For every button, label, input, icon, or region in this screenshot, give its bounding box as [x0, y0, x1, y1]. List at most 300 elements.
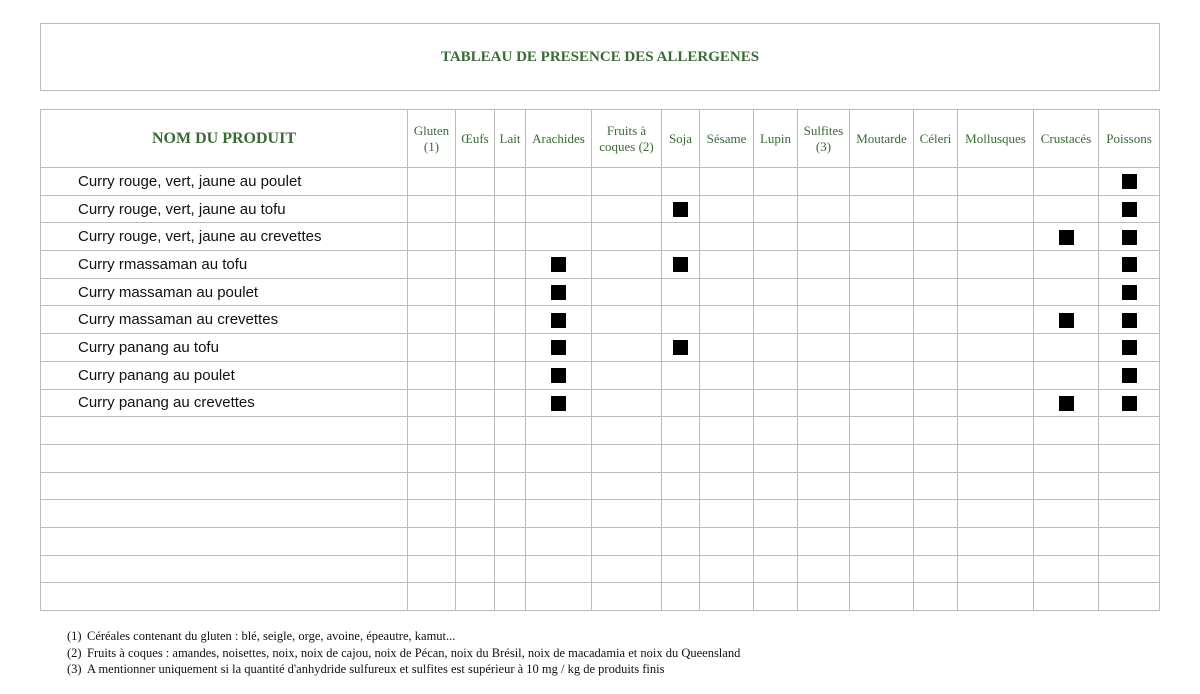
allergen-cell — [662, 195, 700, 223]
allergen-cell — [592, 417, 662, 445]
allergen-cell — [958, 417, 1034, 445]
product-header: NOM DU PRODUIT — [41, 110, 408, 168]
table-row — [41, 251, 1160, 279]
header-row — [41, 110, 1160, 168]
presence-mark — [551, 340, 566, 355]
table-row — [41, 555, 1160, 583]
product-name: Curry massaman au crevettes — [41, 306, 408, 334]
allergen-cell — [958, 306, 1034, 334]
allergen-cell — [798, 334, 850, 362]
presence-mark — [1122, 257, 1137, 272]
allergen-cell — [495, 195, 526, 223]
allergen-cell — [592, 195, 662, 223]
allergen-header: Lupin — [754, 110, 798, 168]
allergen-cell — [408, 417, 456, 445]
allergen-header: Œufs — [456, 110, 495, 168]
allergen-cell — [408, 223, 456, 251]
allergen-cell — [914, 168, 958, 196]
allergen-cell — [408, 583, 456, 611]
presence-mark — [1122, 174, 1137, 189]
allergen-cell — [1034, 334, 1099, 362]
allergen-cell — [798, 168, 850, 196]
allergen-cell — [700, 583, 754, 611]
allergen-cell — [850, 417, 914, 445]
footnote-number: (3) — [67, 662, 82, 676]
footnote-number: (2) — [67, 645, 82, 660]
allergen-cell — [850, 555, 914, 583]
allergen-cell — [526, 278, 592, 306]
allergen-cell — [958, 527, 1034, 555]
allergen-cell — [1034, 500, 1099, 528]
allergen-cell — [798, 278, 850, 306]
allergen-cell — [1034, 195, 1099, 223]
allergen-header: Gluten (1) — [408, 110, 456, 168]
allergen-cell — [958, 334, 1034, 362]
allergen-cell — [754, 334, 798, 362]
allergen-cell — [798, 223, 850, 251]
allergen-cell — [700, 168, 754, 196]
allergen-cell — [798, 251, 850, 279]
allergen-cell — [592, 444, 662, 472]
allergen-cell — [700, 361, 754, 389]
allergen-cell — [408, 500, 456, 528]
allergen-cell — [495, 500, 526, 528]
allergen-cell — [850, 251, 914, 279]
allergen-cell — [754, 223, 798, 251]
allergen-cell — [526, 251, 592, 279]
allergen-cell — [1034, 583, 1099, 611]
table-row — [41, 361, 1160, 389]
allergen-cell — [1099, 278, 1160, 306]
allergen-cell — [1034, 306, 1099, 334]
allergen-cell — [798, 195, 850, 223]
allergen-cell — [1034, 444, 1099, 472]
allergen-cell — [754, 306, 798, 334]
product-name — [41, 444, 408, 472]
allergen-cell — [914, 472, 958, 500]
allergen-cell — [850, 527, 914, 555]
allergen-cell — [1099, 472, 1160, 500]
presence-mark — [1122, 340, 1137, 355]
product-name: Curry rouge, vert, jaune au tofu — [41, 195, 408, 223]
allergen-cell — [526, 306, 592, 334]
allergen-cell — [408, 195, 456, 223]
table-row — [41, 527, 1160, 555]
table-row — [41, 500, 1160, 528]
allergen-cell — [456, 583, 495, 611]
allergen-cell — [456, 500, 495, 528]
allergen-cell — [662, 500, 700, 528]
footnote — [67, 645, 740, 662]
allergen-cell — [754, 361, 798, 389]
allergen-cell — [1034, 389, 1099, 417]
allergen-cell — [408, 472, 456, 500]
allergen-cell — [914, 583, 958, 611]
allergen-cell — [592, 223, 662, 251]
allergen-cell — [495, 555, 526, 583]
allergen-cell — [408, 361, 456, 389]
allergen-cell — [850, 223, 914, 251]
allergen-cell — [914, 223, 958, 251]
allergen-header: Sésame — [700, 110, 754, 168]
allergen-cell — [700, 417, 754, 445]
allergen-cell — [1034, 168, 1099, 196]
product-name — [41, 527, 408, 555]
allergen-cell — [662, 472, 700, 500]
product-name: Curry rmassaman au tofu — [41, 251, 408, 279]
allergen-cell — [662, 306, 700, 334]
presence-mark — [1059, 313, 1074, 328]
allergen-cell — [408, 306, 456, 334]
presence-mark — [1122, 285, 1137, 300]
allergen-cell — [662, 223, 700, 251]
allergen-cell — [662, 334, 700, 362]
allergen-cell — [495, 389, 526, 417]
product-name — [41, 583, 408, 611]
allergen-cell — [850, 278, 914, 306]
allergen-cell — [754, 500, 798, 528]
allergen-cell — [592, 500, 662, 528]
allergen-cell — [958, 278, 1034, 306]
product-name — [41, 500, 408, 528]
allergen-cell — [850, 583, 914, 611]
allergen-cell — [754, 278, 798, 306]
allergen-cell — [1099, 223, 1160, 251]
allergen-cell — [495, 334, 526, 362]
allergen-cell — [526, 389, 592, 417]
allergen-cell — [662, 168, 700, 196]
allergen-cell — [526, 417, 592, 445]
allergen-cell — [914, 195, 958, 223]
allergen-cell — [958, 583, 1034, 611]
allergen-cell — [1099, 583, 1160, 611]
allergen-cell — [958, 195, 1034, 223]
allergen-cell — [914, 555, 958, 583]
allergen-cell — [700, 500, 754, 528]
table-row — [41, 168, 1160, 196]
allergen-header: Crustacés — [1034, 110, 1099, 168]
allergen-cell — [1034, 278, 1099, 306]
allergen-cell — [914, 278, 958, 306]
allergen-cell — [798, 306, 850, 334]
allergen-cell — [850, 361, 914, 389]
allergen-cell — [662, 417, 700, 445]
allergen-cell — [456, 389, 495, 417]
allergen-cell — [408, 168, 456, 196]
allergen-cell — [958, 444, 1034, 472]
presence-mark — [1122, 230, 1137, 245]
allergen-cell — [958, 251, 1034, 279]
allergen-cell — [526, 444, 592, 472]
allergen-cell — [754, 195, 798, 223]
allergen-cell — [798, 417, 850, 445]
allergen-cell — [456, 251, 495, 279]
allergen-cell — [408, 527, 456, 555]
allergen-cell — [662, 361, 700, 389]
allergen-cell — [958, 223, 1034, 251]
footnote-text: Fruits à coques : amandes, noisettes, noix, noix de cajou, noix de Pécan, noix du Brésil, noix de macadamia et noix du Queensland — [87, 645, 741, 660]
allergen-cell — [592, 278, 662, 306]
allergen-header: Sulfites (3) — [798, 110, 850, 168]
allergen-cell — [798, 444, 850, 472]
allergen-cell — [456, 555, 495, 583]
allergen-cell — [754, 583, 798, 611]
table-row — [41, 444, 1160, 472]
allergen-cell — [662, 251, 700, 279]
allergen-cell — [798, 555, 850, 583]
allergen-cell — [914, 417, 958, 445]
allergen-cell — [408, 334, 456, 362]
allergen-cell — [526, 195, 592, 223]
allergen-cell — [456, 223, 495, 251]
allergen-header: Soja — [662, 110, 700, 168]
allergen-cell — [662, 583, 700, 611]
footnote — [67, 628, 740, 645]
allergen-cell — [456, 195, 495, 223]
allergen-cell — [700, 389, 754, 417]
allergen-cell — [592, 389, 662, 417]
allergen-cell — [798, 500, 850, 528]
allergen-cell — [1034, 361, 1099, 389]
allergen-cell — [700, 555, 754, 583]
allergen-cell — [592, 168, 662, 196]
allergen-cell — [456, 168, 495, 196]
presence-mark — [1122, 396, 1137, 411]
allergen-cell — [662, 527, 700, 555]
allergen-cell — [798, 527, 850, 555]
presence-mark — [673, 257, 688, 272]
presence-mark — [551, 285, 566, 300]
allergen-cell — [700, 334, 754, 362]
footnotes — [67, 628, 740, 678]
presence-mark — [551, 396, 566, 411]
presence-mark — [1122, 313, 1137, 328]
allergen-cell — [662, 555, 700, 583]
allergen-cell — [495, 444, 526, 472]
allergen-cell — [408, 278, 456, 306]
allergen-cell — [700, 223, 754, 251]
allergen-cell — [754, 527, 798, 555]
product-name: Curry massaman au poulet — [41, 278, 408, 306]
allergen-cell — [526, 334, 592, 362]
allergen-cell — [958, 389, 1034, 417]
allergen-cell — [526, 361, 592, 389]
allergen-cell — [662, 389, 700, 417]
allergen-cell — [850, 444, 914, 472]
allergen-cell — [798, 472, 850, 500]
allergen-cell — [1099, 168, 1160, 196]
product-name — [41, 472, 408, 500]
allergen-cell — [495, 472, 526, 500]
allergen-cell — [1099, 334, 1160, 362]
allergen-cell — [700, 195, 754, 223]
allergen-cell — [914, 389, 958, 417]
table-row — [41, 472, 1160, 500]
allergen-header: Fruits à coques (2) — [592, 110, 662, 168]
table-row — [41, 195, 1160, 223]
allergen-header: Arachides — [526, 110, 592, 168]
allergen-header: Moutarde — [850, 110, 914, 168]
footnote — [67, 661, 740, 678]
allergen-cell — [850, 472, 914, 500]
allergen-cell — [408, 389, 456, 417]
allergen-header: Céleri — [914, 110, 958, 168]
allergen-cell — [1034, 555, 1099, 583]
allergen-cell — [456, 306, 495, 334]
allergen-cell — [958, 168, 1034, 196]
allergen-cell — [700, 251, 754, 279]
allergen-cell — [850, 306, 914, 334]
presence-mark — [1059, 230, 1074, 245]
allergen-cell — [754, 417, 798, 445]
allergen-cell — [456, 527, 495, 555]
presence-mark — [551, 257, 566, 272]
presence-mark — [551, 368, 566, 383]
allergen-cell — [1099, 195, 1160, 223]
allergen-cell — [495, 361, 526, 389]
allergen-cell — [958, 555, 1034, 583]
allergen-cell — [495, 417, 526, 445]
allergen-cell — [592, 472, 662, 500]
table-row — [41, 389, 1160, 417]
footnote-text: A mentionner uniquement si la quantité d'anhydride sulfureux et sulfites est supérieur à 10 mg / kg de produits finis — [87, 662, 665, 676]
allergen-cell — [592, 361, 662, 389]
allergen-cell — [914, 361, 958, 389]
allergen-cell — [456, 361, 495, 389]
allergen-cell — [495, 583, 526, 611]
table-row — [41, 417, 1160, 445]
table-row — [41, 223, 1160, 251]
allergen-cell — [408, 555, 456, 583]
allergen-cell — [1034, 527, 1099, 555]
allergen-cell — [1099, 444, 1160, 472]
allergen-cell — [456, 334, 495, 362]
allergen-header: Lait — [495, 110, 526, 168]
allergen-cell — [754, 444, 798, 472]
allergen-cell — [1034, 472, 1099, 500]
allergen-cell — [526, 223, 592, 251]
allergen-cell — [1099, 389, 1160, 417]
allergen-cell — [798, 389, 850, 417]
allergen-header: Poissons — [1099, 110, 1160, 168]
allergen-cell — [754, 168, 798, 196]
allergen-cell — [850, 500, 914, 528]
allergen-cell — [1034, 251, 1099, 279]
allergen-cell — [408, 444, 456, 472]
allergen-cell — [662, 278, 700, 306]
allergen-cell — [592, 555, 662, 583]
allergen-cell — [914, 334, 958, 362]
allergen-cell — [592, 334, 662, 362]
table-row — [41, 306, 1160, 334]
presence-mark — [673, 340, 688, 355]
product-name: Curry rouge, vert, jaune au poulet — [41, 168, 408, 196]
allergen-cell — [1099, 361, 1160, 389]
allergen-cell — [700, 278, 754, 306]
allergen-cell — [850, 389, 914, 417]
allergen-cell — [495, 168, 526, 196]
allergen-cell — [700, 527, 754, 555]
allergen-cell — [495, 251, 526, 279]
product-name: Curry panang au crevettes — [41, 389, 408, 417]
table-row — [41, 583, 1160, 611]
page-title: TABLEAU DE PRESENCE DES ALLERGENES — [440, 48, 760, 65]
allergen-table — [40, 109, 1160, 611]
allergen-cell — [526, 500, 592, 528]
table-row — [41, 278, 1160, 306]
presence-mark — [1122, 368, 1137, 383]
allergen-cell — [1034, 417, 1099, 445]
allergen-cell — [958, 500, 1034, 528]
presence-mark — [551, 313, 566, 328]
allergen-cell — [592, 527, 662, 555]
allergen-cell — [456, 472, 495, 500]
allergen-cell — [495, 223, 526, 251]
allergen-cell — [526, 527, 592, 555]
allergen-cell — [526, 583, 592, 611]
presence-mark — [673, 202, 688, 217]
allergen-cell — [850, 168, 914, 196]
allergen-cell — [798, 583, 850, 611]
table-row — [41, 334, 1160, 362]
allergen-cell — [1099, 417, 1160, 445]
allergen-cell — [662, 444, 700, 472]
allergen-header: Mollusques — [958, 110, 1034, 168]
allergen-cell — [495, 306, 526, 334]
allergen-cell — [526, 472, 592, 500]
allergen-cell — [754, 251, 798, 279]
allergen-cell — [958, 361, 1034, 389]
allergen-cell — [914, 527, 958, 555]
allergen-cell — [1099, 500, 1160, 528]
product-name: Curry panang au tofu — [41, 334, 408, 362]
allergen-cell — [850, 195, 914, 223]
allergen-cell — [754, 389, 798, 417]
product-name — [41, 417, 408, 445]
allergen-cell — [456, 417, 495, 445]
allergen-cell — [754, 555, 798, 583]
allergen-cell — [914, 251, 958, 279]
allergen-cell — [1099, 306, 1160, 334]
allergen-cell — [592, 306, 662, 334]
allergen-cell — [1099, 251, 1160, 279]
allergen-cell — [526, 168, 592, 196]
allergen-cell — [914, 306, 958, 334]
allergen-cell — [958, 472, 1034, 500]
presence-mark — [1059, 396, 1074, 411]
allergen-cell — [456, 444, 495, 472]
allergen-cell — [914, 444, 958, 472]
allergen-cell — [700, 444, 754, 472]
allergen-cell — [850, 334, 914, 362]
allergen-cell — [495, 278, 526, 306]
allergen-cell — [798, 361, 850, 389]
allergen-cell — [456, 278, 495, 306]
product-name: Curry rouge, vert, jaune au crevettes — [41, 223, 408, 251]
allergen-cell — [526, 555, 592, 583]
allergen-cell — [592, 251, 662, 279]
allergen-cell — [700, 306, 754, 334]
allergen-cell — [1099, 555, 1160, 583]
allergen-cell — [495, 527, 526, 555]
allergen-cell — [1034, 223, 1099, 251]
product-name — [41, 555, 408, 583]
product-name: Curry panang au poulet — [41, 361, 408, 389]
footnote-number: (1) — [67, 629, 82, 643]
presence-mark — [1122, 202, 1137, 217]
allergen-cell — [408, 251, 456, 279]
allergen-cell — [700, 472, 754, 500]
